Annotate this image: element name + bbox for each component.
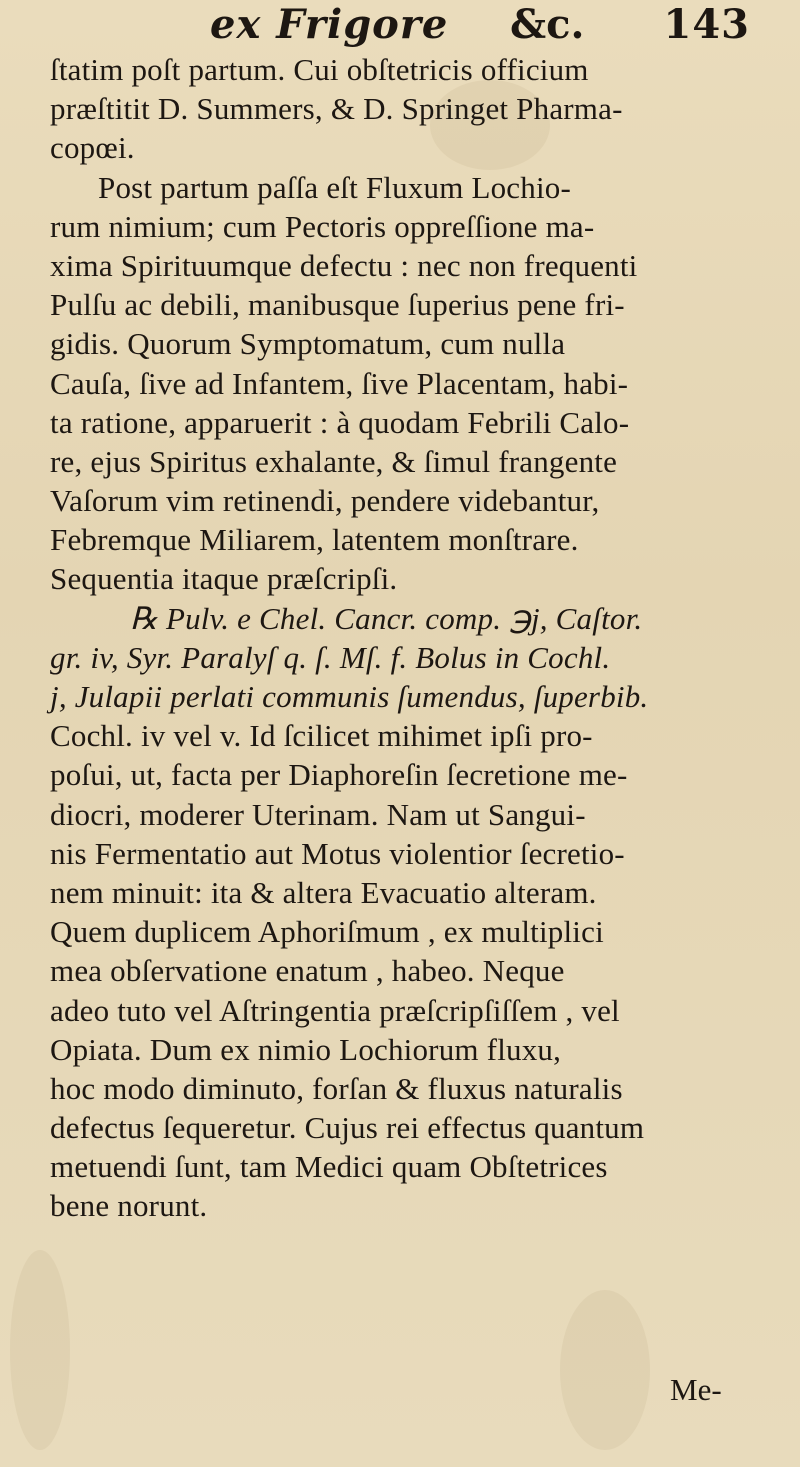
- prescription-line: gr. iv, Syr. Paralyſ q. ſ. Mſ. f. Bolus in Cochl.: [50, 639, 611, 675]
- running-title-etc: &c.: [510, 1, 585, 48]
- text-line: poſui, ut, facta per Diaphoreſin ſecretione me-: [50, 757, 628, 793]
- running-header: [210, 2, 750, 48]
- page-number: 143: [663, 1, 750, 48]
- text-line: Quem duplicem Aphoriſmum , ex multiplici: [50, 914, 604, 950]
- text-line: nem minuit: ita & altera Evacuatio alteram.: [50, 874, 597, 910]
- text-line: Cochl. iv vel v. Id ſcilicet mihimet ipſi pro-: [50, 718, 593, 754]
- text-line: bene norunt.: [50, 1188, 208, 1224]
- text-line: nis Fermentatio aut Motus violentior ſecretio-: [50, 835, 625, 871]
- prescription-line: j, Julapii perlati communis ſumendus, ſuperbib.: [50, 679, 649, 714]
- text-line: adeo tuto vel Aſtringentia præſcripſiſſem , vel: [50, 992, 620, 1028]
- text-line: copœi.: [50, 130, 135, 166]
- text-line: diocri, moderer Uterinam. Nam ut Sangui-: [50, 796, 586, 832]
- text-line: Vaſorum vim retinendi, pendere videbantur,: [50, 483, 600, 519]
- text-line: ta ratione, apparuerit : à quodam Febrili Calo-: [50, 404, 630, 440]
- text-line: defectus ſequeretur. Cujus rei effectus quantum: [50, 1110, 645, 1146]
- text-line: Post partum paſſa eſt Fluxum Lochio-: [98, 169, 572, 205]
- paper-stain: [10, 1250, 70, 1450]
- text-line: rum nimium; cum Pectoris oppreſſione ma-: [50, 208, 595, 244]
- text-line: xima Spirituumque defectu : nec non frequenti: [50, 247, 638, 283]
- catchword: Me-: [670, 1372, 722, 1407]
- text-line: gidis. Quorum Symptomatum, cum nulla: [50, 326, 566, 362]
- text-line: Opiata. Dum ex nimio Lochiorum fluxu,: [50, 1031, 562, 1067]
- text-line: metuendi ſunt, tam Medici quam Obſtetrices: [50, 1149, 608, 1185]
- text-line: mea obſervatione enatum , habeo. Neque: [50, 953, 565, 989]
- text-line: re, ejus Spiritus exhalante, & ſimul frangente: [50, 443, 618, 479]
- paper-stain: [560, 1290, 650, 1450]
- prescription-line: ℞ Pulv. e Chel. Cancr. comp. ℈j, Caſtor.: [130, 600, 643, 636]
- text-line: Sequentia itaque præſcripſi.: [50, 561, 398, 597]
- text-line: Cauſa, ſive ad Infantem, ſive Placentam, habi-: [50, 365, 629, 401]
- running-title: ex Frigore: [210, 1, 449, 48]
- text-line: Pulſu ac debili, manibusque ſuperius pene fri-: [50, 287, 625, 323]
- text-line: hoc modo diminuto, forſan & fluxus naturalis: [50, 1070, 623, 1106]
- text-line: præſtitit D. Summers, & D. Springet Pharma-: [50, 91, 623, 127]
- body-text: [50, 50, 770, 1226]
- text-line: Febremque Miliarem, latentem monſtrare.: [50, 522, 579, 558]
- text-line: ſtatim poſt partum. Cui obſtetricis officium: [50, 52, 589, 87]
